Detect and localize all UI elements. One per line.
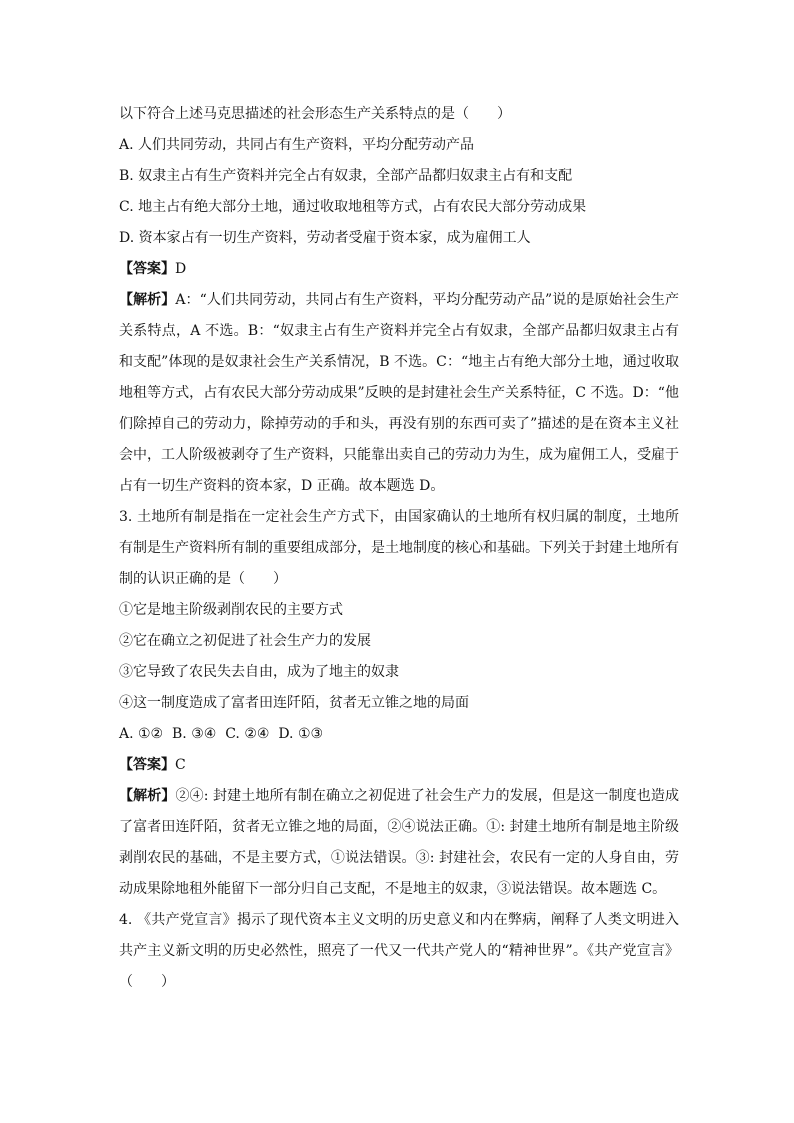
answer-value: C <box>175 757 186 773</box>
q3-analysis-line: 了富者田连阡陌，贫者无立锥之地的局面，②④说法正确。①: 封建土地所有制是地主阶级 <box>119 819 679 835</box>
q3-answer <box>119 755 679 775</box>
q2-option-b: B. 奴隶主占有生产资料并完全占有奴隶，全部产品都归奴隶主占有和支配 <box>119 168 573 184</box>
q2-analysis-line: 地租等方式，占有农民大部分劳动成果”反映的是封建社会生产关系特征，C 不选。D：“他 <box>119 385 679 401</box>
answer-tag: 【答案】 <box>119 261 175 277</box>
q3-item-4: ④这一制度造成了富者田连阡陌，贫者无立锥之地的局面 <box>119 695 469 711</box>
q2-option-c: C. 地主占有绝大部分土地，通过收取地租等方式，占有农民大部分劳动成果 <box>119 199 587 215</box>
q3-analysis-line: 动成果除地租外能留下一部分归自己支配，不是地主的奴隶，③说法错误。故本题选 C。 <box>119 881 667 897</box>
q3-item-2: ②它在确立之初促进了社会生产力的发展 <box>119 633 371 649</box>
answer-tag: 【答案】 <box>119 757 175 773</box>
q3-stem-line: 制的认识正确的是（ ） <box>119 571 287 587</box>
answer-value: D <box>175 261 187 277</box>
q4-stem-line: 共产主义新文明的历史必然性，照亮了一代又一代共产党人的“精神世界”。《共产党宣言》 <box>119 943 679 959</box>
q3-item-3: ③它导致了农民失去自由，成为了地主的奴隶 <box>119 664 399 680</box>
q2-stem: 以下符合上述马克思描述的社会形态生产关系特点的是（ ） <box>119 106 511 122</box>
q2-answer <box>119 259 679 279</box>
q3-analysis-line: 剥削农民的基础，不是主要方式，①说法错误。③: 封建社会，农民有一定的人身自由，劳 <box>119 850 679 866</box>
q2-option-d: D. 资本家占有一切生产资料，劳动者受雇于资本家，成为雇佣工人 <box>119 230 531 246</box>
q3-analysis-line <box>119 786 679 806</box>
analysis-text: ②④: 封建土地所有制在确立之初促进了社会生产力的发展，但是这一制度也造成 <box>175 788 679 804</box>
q2-analysis-line: 们除掉自己的劳动力，除掉劳动的手和头，再没有别的东西可卖了”描述的是在资本主义社 <box>119 416 679 432</box>
q2-analysis-line: 占有一切生产资料的资本家，D 正确。故本题选 D。 <box>119 478 445 494</box>
analysis-tag: 【解析】 <box>119 292 176 308</box>
q4-stem-line: （ ） <box>119 974 175 990</box>
analysis-text: A：“人们共同劳动，共同占有生产资料，平均分配劳动产品”说的是原始社会生产 <box>175 292 679 308</box>
q3-item-1: ①它是地主阶级剥削农民的主要方式 <box>119 602 343 618</box>
q4-stem-line: 4. 《共产党宣言》揭示了现代资本主义文明的历史意义和内在弊病，阐释了人类文明进入 <box>119 912 679 928</box>
analysis-tag: 【解析】 <box>119 788 176 804</box>
q2-analysis-line <box>119 290 679 310</box>
q2-option-a: A. 人们共同劳动，共同占有生产资料，平均分配劳动产品 <box>119 137 475 153</box>
q3-stem-line: 有制是生产资料所有制的重要组成部分，是土地制度的核心和基础。下列关于封建土地所有 <box>119 540 679 556</box>
q2-analysis-line: 关系特点，A 不选。B：“奴隶主占有生产资料并完全占有奴隶，全部产品都归奴隶主占有 <box>119 323 679 339</box>
q2-analysis-line: 和支配”体现的是奴隶社会生产关系情况，B 不选。C：“地主占有绝大部分土地，通过收取 <box>119 354 679 370</box>
q2-analysis-line: 会中，工人阶级被剥夺了生产资料，只能靠出卖自己的劳动力为生，成为雇佣工人，受雇于 <box>119 447 679 463</box>
q3-choices: A. ①② B. ③④ C. ②④ D. ①③ <box>119 726 324 742</box>
q3-stem-line: 3. 土地所有制是指在一定社会生产方式下，由国家确认的土地所有权归属的制度，土地所 <box>119 509 679 525</box>
